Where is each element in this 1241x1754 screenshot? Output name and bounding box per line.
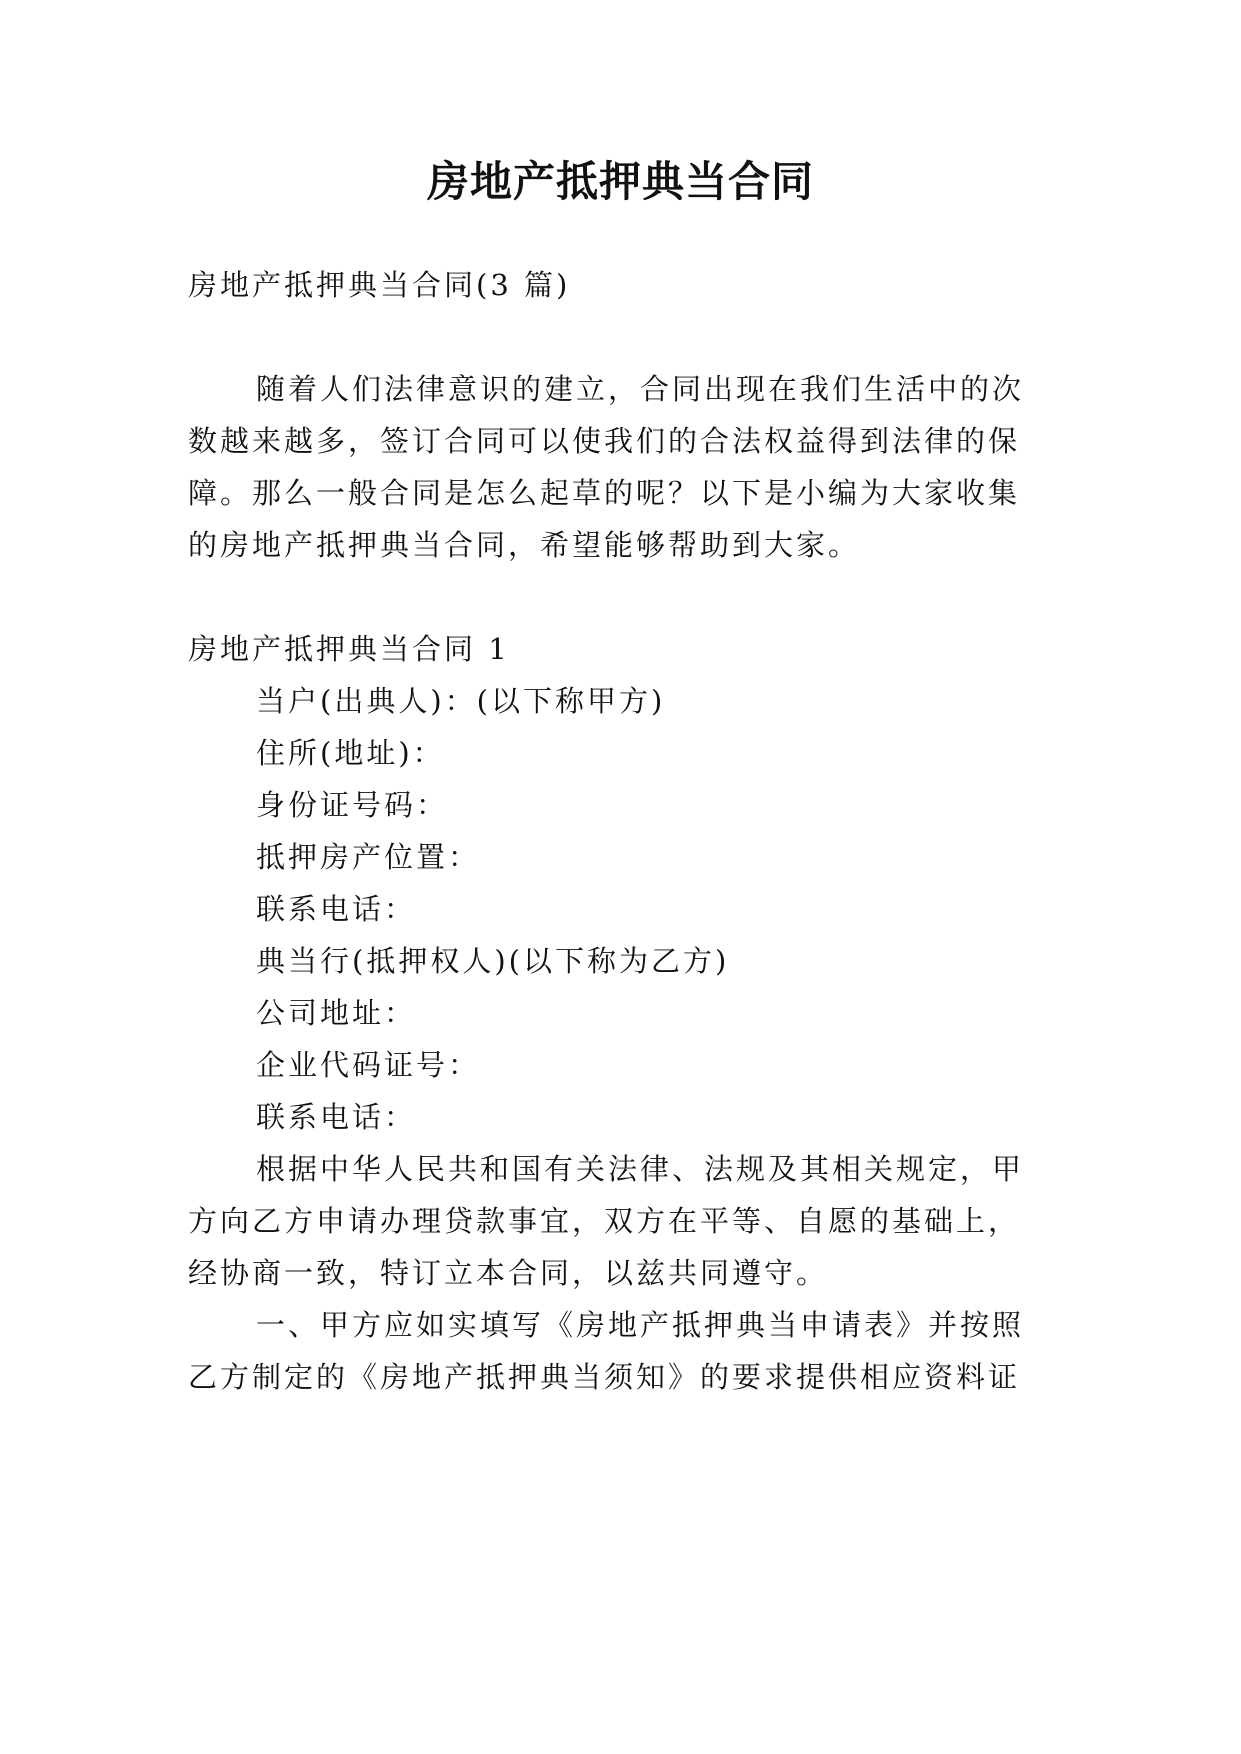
intro-line: 的房地产抵押典当合同，希望能够帮助到大家。 — [188, 528, 861, 562]
field-enterprise-code: 企业代码证号： — [256, 1048, 481, 1082]
field-pawner: 当户(出典人)：(以下称甲方) — [256, 684, 666, 718]
intro-line: 随着人们法律意识的建立，合同出现在我们生活中的次 — [256, 372, 1025, 406]
document-subtitle: 房地产抵押典当合同(3 篇) — [188, 268, 571, 302]
field-address: 住所(地址)： — [256, 736, 445, 770]
field-company-address: 公司地址： — [256, 996, 417, 1030]
field-pawnshop: 典当行(抵押权人)(以下称为乙方) — [256, 944, 730, 978]
document-title: 房地产抵押典当合同 — [426, 157, 814, 206]
intro-line: 数越来越多，签订合同可以使我们的合法权益得到法律的保 — [188, 424, 1021, 458]
section-heading: 房地产抵押典当合同 1 — [188, 632, 510, 666]
body-line: 经协商一致，特订立本合同，以兹共同遵守。 — [188, 1256, 829, 1290]
clause-line: 一、甲方应如实填写《房地产抵押典当申请表》并按照 — [256, 1308, 1025, 1342]
field-id-number: 身份证号码： — [256, 788, 449, 822]
clause-line: 乙方制定的《房地产抵押典当须知》的要求提供相应资料证 — [188, 1360, 1021, 1394]
body-line: 根据中华人民共和国有关法律、法规及其相关规定，甲 — [256, 1152, 1025, 1186]
field-phone-party-a: 联系电话： — [256, 892, 417, 926]
field-phone-party-b: 联系电话： — [256, 1100, 417, 1134]
field-property-location: 抵押房产位置： — [256, 840, 481, 874]
body-line: 方向乙方申请办理贷款事宜，双方在平等、自愿的基础上， — [188, 1204, 1021, 1238]
intro-line: 障。那么一般合同是怎么起草的呢？以下是小编为大家收集 — [188, 476, 1021, 510]
